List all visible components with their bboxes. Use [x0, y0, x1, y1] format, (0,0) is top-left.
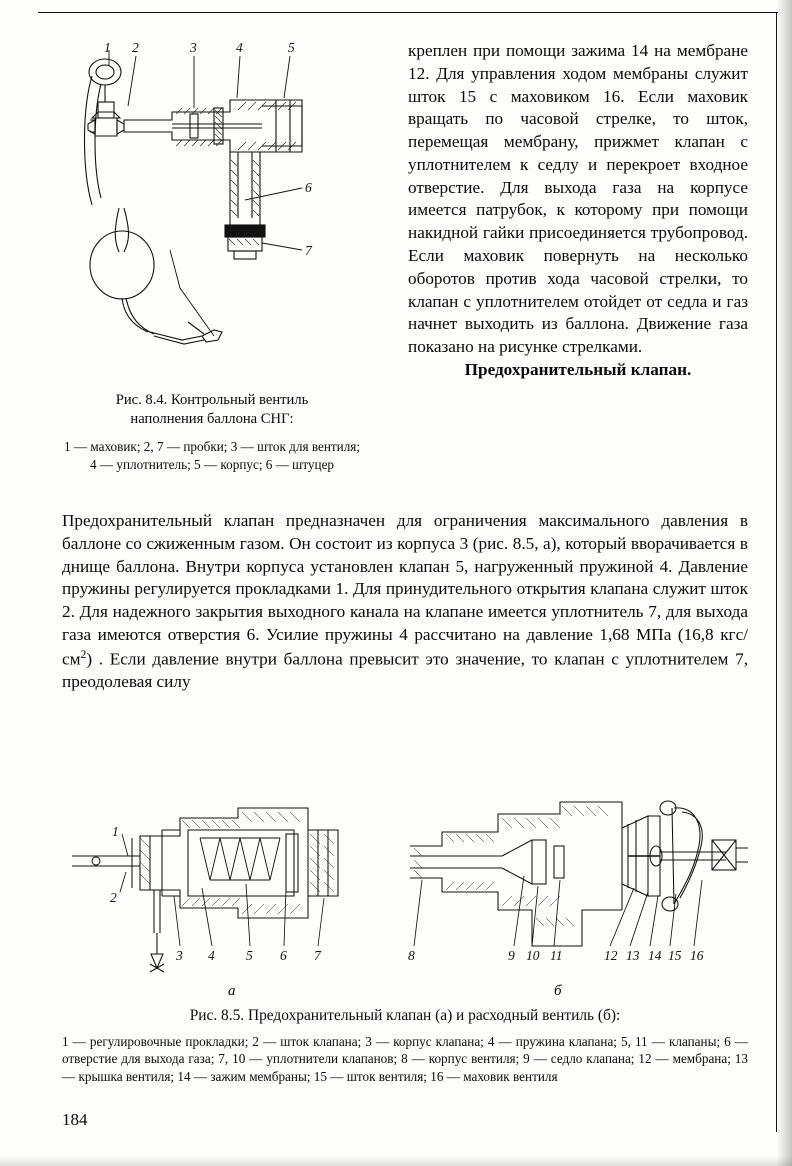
- page-border-right: [776, 12, 777, 1132]
- main-paragraph-superscript: 2: [80, 647, 87, 661]
- page-number: 184: [62, 1110, 88, 1129]
- main-paragraph-text: [62, 510, 748, 694]
- main-paragraph: [62, 510, 748, 694]
- figure-8-4-callout-4: 4: [236, 40, 243, 55]
- figure-8-4-caption-line-1: Рис. 8.4. Контрольный вентиль: [115, 392, 309, 408]
- figure-8-4-legend: 1 — маховик; 2, 7 — пробки; 3 — шток для вентиля; 4 — уплотнитель; 5 — корпус; 6 — штуцер: [63, 439, 361, 472]
- right-column-paragraph: креплен при помощи зажима 14 на мембране 12. Для управления ходом мембраны служит шток 15 с маховиком 16. Если маховик вращать по часовой стрелке, то шток, перемещая мембрану, прижмет клапан с уплотнителем к седлу и перекроет входное отверстие. Для выхода газа на корпусе имеется патрубок, к которому при помощи накидной гайки присоединяется трубопровод. Если маховик повернуть на несколько оборотов против хода часовой стрелки, то клапан с уплотнителем отойдет от седла и газ начнет выходить из баллона. Движение газа показано на рисунке стрелками.: [408, 41, 748, 357]
- figure-8-5-callout-5: 5: [246, 948, 253, 963]
- figure-8-5-sublabel-b: б: [554, 983, 562, 999]
- figure-8-5-callout-4: 4: [208, 948, 215, 963]
- scan-shadow-right: [778, 0, 792, 1166]
- figure-8-5-callout-13: 13: [626, 948, 640, 963]
- figure-8-4-callout-2: 2: [132, 40, 139, 55]
- figure-8-5-callout-1: 1: [112, 824, 119, 839]
- figure-8-4-callout-7: 7: [305, 243, 312, 258]
- figure-8-4-callout-1: 1: [104, 40, 111, 55]
- figure-8-5-callout-8: 8: [408, 948, 415, 963]
- main-paragraph-part-1: Предохранительный клапан предназначен для ограничения максимального давления в баллоне со сжиженным газом. Он состоит из корпуса 3 (рис. 8.5, а), который вворачивается в днище баллона. Внутри корпуса установлен клапан 5, нагруженный пружиной 4. Давление пружины регулируется прокладками 1. Для принудительного открытия клапана служит шток 2. Для надежного закрытия выходного канала на клапане имеется уплотнитель 7, для выхода газа имеются отверстия 6. Усилие пружины 4 рассчитано на давление 1,68 МПа (16,8 кгс/см: [62, 511, 748, 669]
- page-border-top: [38, 12, 778, 13]
- figure-8-5-callout-9: 9: [508, 948, 515, 963]
- figure-8-5-callout-15: 15: [668, 948, 682, 963]
- figure-8-5-legend: 1 — регулировочные прокладки; 2 — шток клапана; 3 — корпус клапана; 4 — пружина клапана; 5, 11 — клапаны; 6 — отверстие для выхода газа; 7, 10 — уплотнители клапанов; 8 — корпус вентиля; 9 — седло клапана; 12 — мембрана; 13 — крышка вентиля; 14 — зажим мембраны; 15 — шток вентиля; 16 — маховик вентиля: [62, 1034, 748, 1084]
- figure-8-5-callout-16: 16: [690, 948, 704, 963]
- figure-8-5-callout-14: 14: [648, 948, 662, 963]
- figure-8-4-callout-6: 6: [305, 180, 312, 195]
- figure-8-5-callout-2: 2: [110, 890, 117, 905]
- scan-shadow-bottom: [0, 1156, 792, 1166]
- valve-diagram-svg: [62, 40, 362, 385]
- figure-8-4-caption: [62, 391, 362, 428]
- figure-8-5-callout-3: 3: [176, 948, 183, 963]
- figure-8-4-illustration: [62, 40, 362, 385]
- subheading-safety-valve: Предохранительный клапан.: [464, 359, 692, 379]
- figure-8-5-sublabel-a: а: [228, 983, 236, 999]
- figure-8-5-callout-6: 6: [280, 948, 287, 963]
- figure-8-4-block: [62, 40, 362, 473]
- figure-8-5-illustration: [62, 768, 748, 983]
- right-text-column: [408, 40, 748, 382]
- figure-8-5-sublabels: [62, 983, 748, 999]
- figure-8-4-callout-3: 3: [190, 40, 197, 55]
- figure-8-5-caption: Рис. 8.5. Предохранительный клапан (а) и расходный вентиль (б):: [189, 1007, 621, 1024]
- figure-8-5-block: [62, 768, 748, 1085]
- figure-8-4-caption-line-2: наполнения баллона СНГ:: [130, 410, 294, 427]
- figure-8-5-callout-12: 12: [604, 948, 618, 963]
- figure-8-5-callout-7: 7: [314, 948, 321, 963]
- figure-8-5-callout-11: 11: [550, 948, 563, 963]
- figure-8-5-callout-10: 10: [526, 948, 540, 963]
- figure-8-4-callout-5: 5: [288, 40, 295, 55]
- safety-valve-and-service-valve-svg: [62, 768, 748, 983]
- main-paragraph-part-2: ) . Если давление внутри баллона превысит это значение, то клапан с уплотнителем 7, преодолевая силу: [62, 649, 748, 692]
